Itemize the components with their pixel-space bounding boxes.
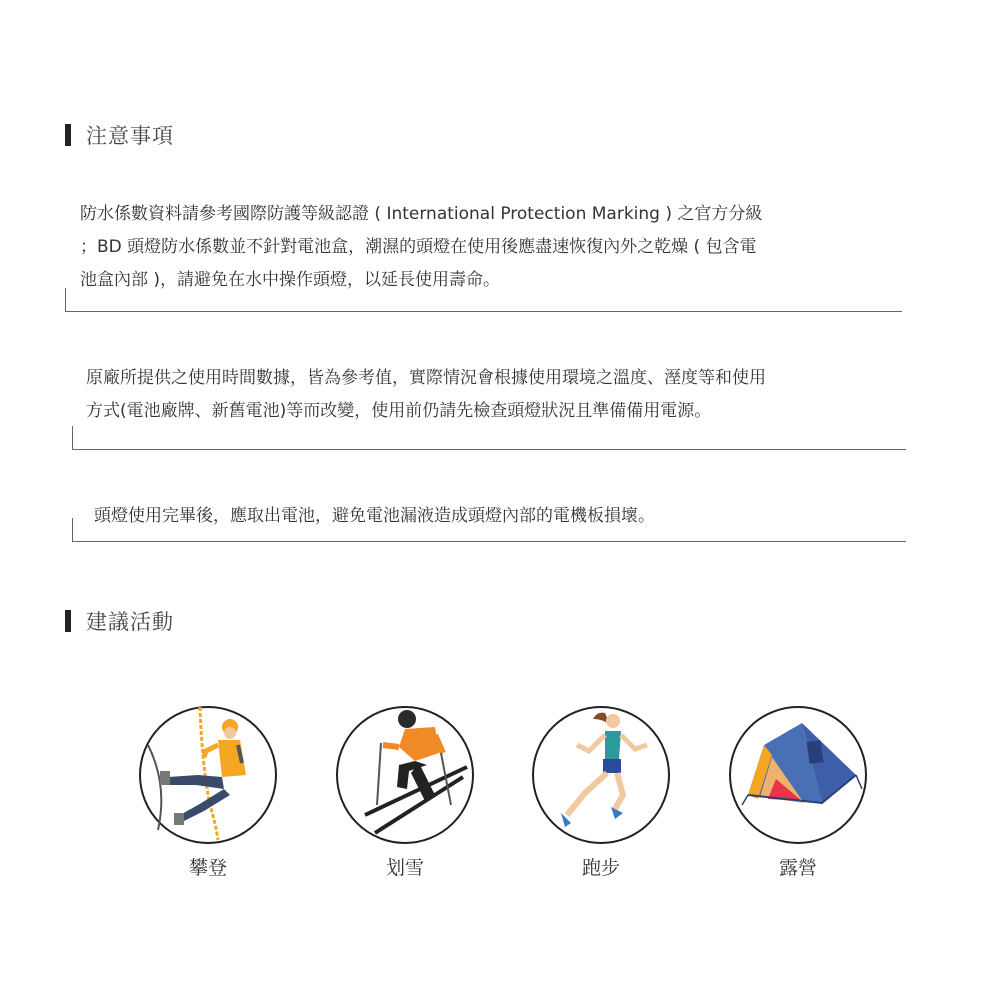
note-paragraph-2 — [86, 362, 766, 428]
notes-heading — [65, 120, 174, 150]
camping-tent-icon — [728, 705, 868, 845]
note-line: 方式(電池廠牌、新舊電池)等而改變，使用前仍請先檢查頭燈狀況且準備備用電源。 — [86, 401, 712, 421]
note-line: 頭燈使用完畢後，應取出電池，避免電池漏液造成頭燈內部的電機板損壞。 — [94, 506, 655, 526]
note-paragraph-1 — [80, 198, 762, 297]
activity-label: 露營 — [778, 857, 817, 879]
running-icon — [531, 705, 671, 845]
notes-heading-title: 注意事項 — [86, 124, 174, 148]
paragraph-3-rule — [72, 541, 906, 542]
note-line: 原廠所提供之使用時間數據，皆為參考值，實際情況會根據使用環境之溫度、溼度等和使用 — [86, 368, 766, 388]
paragraph-2-corner — [72, 426, 73, 450]
heading-bar — [65, 124, 71, 146]
heading-bar — [65, 610, 71, 632]
note-line: ；BD 頭燈防水係數並不針對電池盒，潮濕的頭燈在使用後應盡速恢復內外之乾燥 ( 包含電 — [80, 237, 757, 257]
paragraph-1-corner — [65, 288, 66, 312]
note-line: 防水係數資料請參考國際防護等級認證 ( International Protection Marking ) 之官方分級 — [80, 204, 763, 224]
skiing-icon — [335, 705, 475, 845]
activity-label: 跑步 — [581, 857, 620, 879]
paragraph-3-corner — [72, 518, 73, 542]
activity-label: 划雪 — [385, 857, 424, 879]
note-paragraph-3 — [94, 500, 655, 533]
note-line: 池盒內部 )，請避免在水中操作頭燈，以延長使用壽命。 — [80, 270, 501, 290]
paragraph-2-rule — [72, 449, 906, 450]
paragraph-1-rule — [65, 311, 902, 312]
climbing-icon — [138, 705, 278, 845]
activities-heading-title: 建議活動 — [86, 610, 174, 634]
activities-heading — [65, 606, 174, 636]
activity-label: 攀登 — [188, 857, 227, 879]
